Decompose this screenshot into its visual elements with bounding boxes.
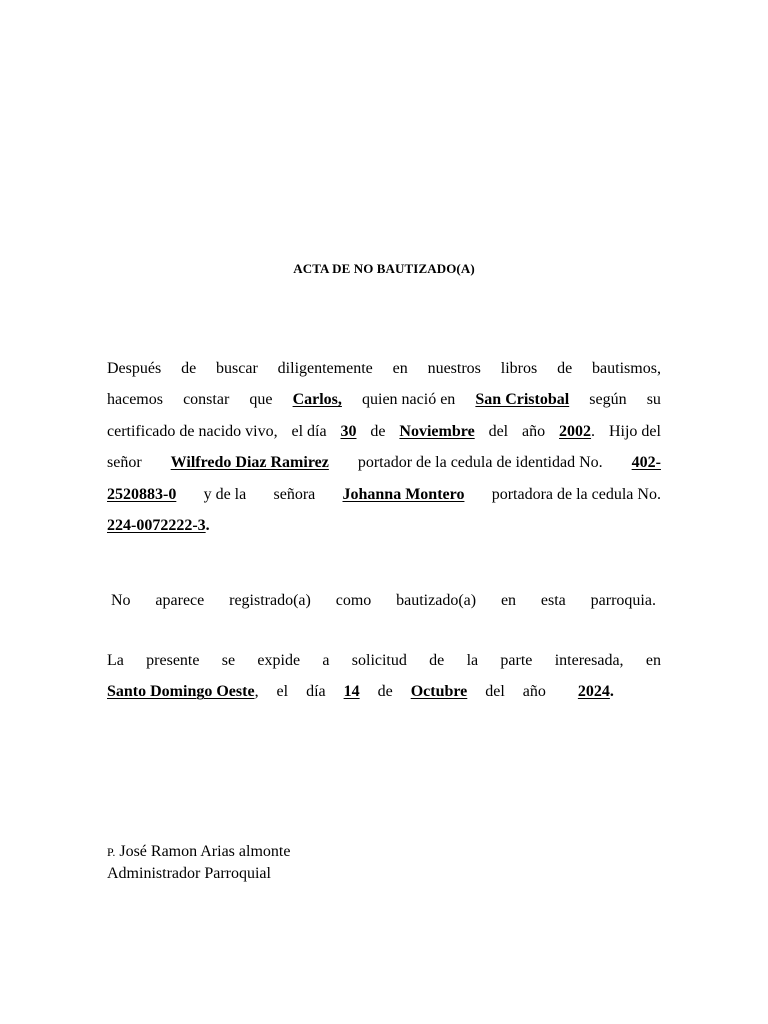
word: que (249, 391, 273, 409)
issue-place-group (107, 676, 259, 707)
paragraph-line (107, 676, 614, 707)
word: Hijo del (608, 422, 661, 440)
period: . (591, 422, 596, 440)
word: día (306, 683, 326, 701)
word: aparece (155, 592, 205, 609)
word: portador de la cedula de identidad No. (357, 454, 603, 472)
word: hacemos (107, 391, 163, 409)
word: constar (183, 391, 230, 409)
word: del (488, 422, 509, 440)
comma: , (254, 683, 259, 701)
signer-name: José Ramon Arias almonte (119, 843, 291, 860)
word: portadora de la cedula No. (491, 485, 661, 503)
child-name: Carlos, (292, 391, 342, 409)
word: señora (273, 485, 316, 503)
signer-prefix: P. (107, 845, 116, 859)
word: en (500, 592, 517, 609)
word: parte (500, 652, 533, 669)
father-id-part2: 2520883-0 (107, 485, 177, 503)
word: la (466, 652, 479, 669)
issue-year-group (578, 676, 614, 707)
paragraph-line (107, 479, 661, 510)
word: libros (500, 360, 538, 377)
word: La (107, 652, 124, 669)
paragraph-line (111, 585, 656, 616)
document-title: ACTA DE NO BAUTIZADO(A) (293, 261, 475, 276)
word: el (276, 683, 289, 701)
issue-day: 14 (343, 683, 360, 701)
signer-line (107, 841, 290, 863)
word: año (522, 683, 546, 701)
birth-day: 30 (340, 422, 357, 440)
issue-year: 2024 (577, 683, 610, 701)
word: según (589, 391, 627, 409)
word: su (646, 391, 661, 409)
word: año (522, 422, 546, 440)
word: diligentemente (277, 360, 373, 377)
birth-year-group (559, 416, 595, 447)
word: No (111, 592, 131, 609)
word: se (221, 652, 236, 669)
paragraph-line (107, 447, 661, 478)
paragraph-line (107, 510, 661, 541)
paragraph-certification (107, 353, 661, 541)
paragraph-line (107, 353, 661, 384)
word: registrado(a) (229, 592, 311, 609)
paragraph-line (107, 645, 661, 676)
mother-name: Johanna Montero (342, 485, 465, 503)
father-name: Wilfredo Diaz Ramirez (170, 454, 329, 472)
father-id-part1: 402- (631, 454, 661, 472)
paragraph-issuance (107, 645, 661, 708)
word: Después (107, 360, 162, 377)
word: expide (257, 652, 301, 669)
word: señor (107, 454, 142, 472)
mother-id: 224-0072222-3 (107, 517, 206, 535)
birthplace: San Cristobal (475, 391, 570, 409)
word: de (370, 422, 386, 440)
word: certificado de nacido vivo, (107, 422, 278, 440)
word: de (429, 652, 445, 669)
issue-month: Octubre (410, 683, 468, 701)
word: en (645, 652, 661, 669)
word: como (335, 592, 372, 609)
word: esta (540, 592, 566, 609)
word: y de la (203, 485, 247, 503)
word: parroquia. (590, 592, 656, 609)
birth-month: Noviembre (399, 422, 475, 440)
word: buscar (216, 360, 258, 377)
paragraph-line (107, 384, 661, 415)
word: de (377, 683, 393, 701)
period: . (205, 517, 210, 535)
word: nuestros (427, 360, 481, 377)
word: presente (146, 652, 200, 669)
signature-block (107, 841, 290, 884)
word: en (392, 360, 408, 377)
word: el día (291, 422, 327, 440)
signer-role: Administrador Parroquial (107, 865, 271, 882)
word: bautizado(a) (396, 592, 477, 609)
word: bautismos, (592, 360, 661, 377)
word: solicitud (351, 652, 407, 669)
word: del (485, 683, 505, 701)
word: quien nació en (362, 391, 456, 409)
birth-year: 2002 (559, 422, 592, 440)
word: a (322, 652, 330, 669)
word: de (557, 360, 573, 377)
paragraph-statement (111, 585, 656, 616)
period: . (609, 683, 614, 701)
paragraph-line (107, 416, 661, 447)
word: interesada, (554, 652, 624, 669)
word: de (181, 360, 197, 377)
issue-place: Santo Domingo Oeste (107, 683, 255, 701)
